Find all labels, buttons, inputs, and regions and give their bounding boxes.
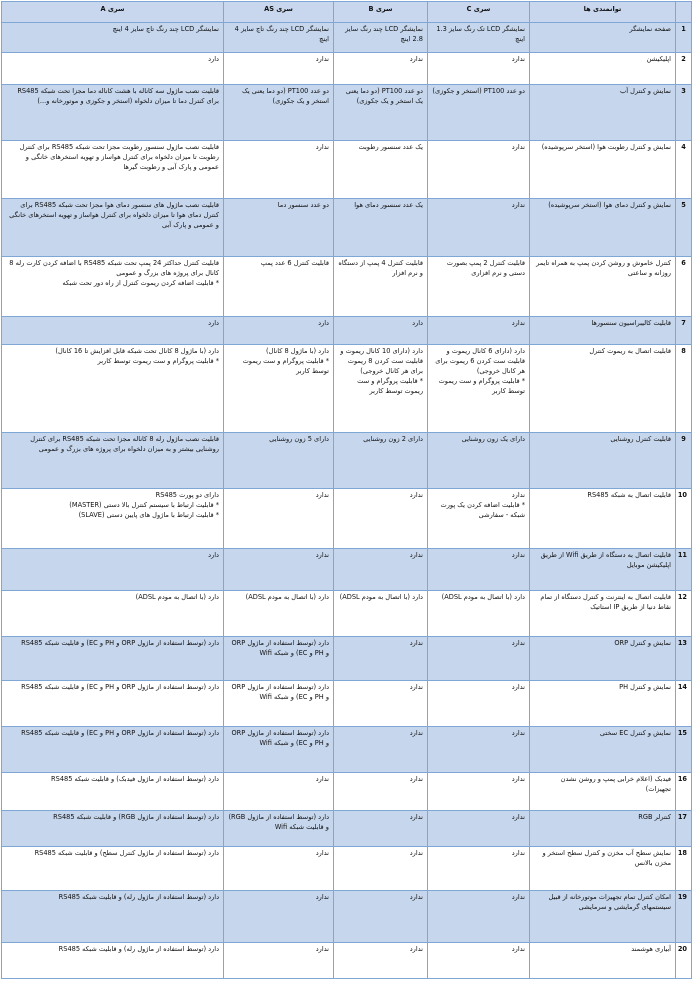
feature-cell: نمایش و کنترل ORP <box>530 637 676 681</box>
table-row <box>2 345 692 433</box>
feature-cell: قابلیت کنترل روشنایی <box>530 433 676 489</box>
table-row <box>2 317 692 345</box>
series-a-cell: دارد (توسط استفاده از ماژول کنترل سطح) و قابلیت شبکه RS485 <box>2 847 224 891</box>
series-b-cell: دو عدد PT100 (دو دما یعنی یک استخر و یک جکوزی) <box>334 85 428 141</box>
series-b-cell: دارای 2 زون روشنایی <box>334 433 428 489</box>
feature-cell: فیدبک (اعلام خرابی پمپ و روشن نشدن تجهیزات) <box>530 773 676 811</box>
table-row <box>2 53 692 85</box>
row-number: 9 <box>676 433 692 489</box>
series-a-cell: دارد (با ماژول 8 کانال تحت شبکه قابل افزایش تا 16 کانال) * قابلیت پروگرام و ست ریموت توسط کاربر <box>2 345 224 433</box>
series-as-cell: ندارد <box>224 943 334 979</box>
series-a-cell: دارد (توسط استفاده از ماژول ORP و PH و EC) و قابلیت شبکه RS485 <box>2 637 224 681</box>
feature-cell: کنترلر RGB <box>530 811 676 847</box>
feature-cell: امکان کنترل تمام تجهیزات موتورخانه از قبیل سیستمهای گرمایشی و سرمایشی <box>530 891 676 943</box>
series-c-cell: دارای یک زون روشنایی <box>428 433 530 489</box>
series-b-cell: دارد (دارای 10 کانال ریموت و قابلیت ست کردن 8 ریموت برای هر کانال خروجی) * قابلیت پروگرام و ست ریموت توسط کاربر <box>334 345 428 433</box>
row-number: 2 <box>676 53 692 85</box>
table-row <box>2 681 692 727</box>
row-number: 1 <box>676 23 692 53</box>
header-row <box>2 2 692 23</box>
series-a-cell: دارد (توسط استفاده از ماژول ORP و PH و EC) و قابلیت شبکه RS485 <box>2 727 224 773</box>
series-a-cell: قابلیت نصب ماژول رله 8 کاناله مجزا تحت شبکه RS485 برای کنترل روشنایی بیشتر و به میزان دلخواه برای پروژه های بزرگ و عمومی <box>2 433 224 489</box>
series-c-cell: ندارد <box>428 681 530 727</box>
table-row <box>2 591 692 637</box>
series-b-cell: قابلیت کنترل 4 پمپ از دستگاه و نرم افزار <box>334 257 428 317</box>
series-a-cell: دارد <box>2 549 224 591</box>
feature-cell: کنترل خاموش و روشن کردن پمپ به همراه تایمر روزانه و ساعتی <box>530 257 676 317</box>
series-c-cell: ندارد * قابلیت اضافه کردن یک پورت شبکه - سفارشی <box>428 489 530 549</box>
series-a-cell: قابلیت کنترل حداکثر 24 پمپ تحت شبکه RS485 با اضافه کردن کارت رله 8 کانال برای پروژه های بزرگ و عمومی * قابلیت اضافه کردن ریموت کنترل از راه دور تحت شبکه <box>2 257 224 317</box>
feature-cell: نمایش و کنترل دمای هوا (استخر سرپوشیده) <box>530 199 676 257</box>
table-row <box>2 85 692 141</box>
series-as-cell: ندارد <box>224 773 334 811</box>
series-c-cell: ندارد <box>428 141 530 199</box>
series-b-cell: ندارد <box>334 489 428 549</box>
row-number: 15 <box>676 727 692 773</box>
series-as-cell: قابلیت کنترل 6 عدد پمپ <box>224 257 334 317</box>
series-c-cell: ندارد <box>428 199 530 257</box>
series-as-cell: دارد (با ماژول 8 کانال) * قابلیت پروگرام و ست ریموت توسط کاربر <box>224 345 334 433</box>
series-c-cell: دارد (با اتصال به مودم ADSL) <box>428 591 530 637</box>
feature-cell: صفحه نمایشگر <box>530 23 676 53</box>
feature-cell: آبیاری هوشمند <box>530 943 676 979</box>
feature-cell: قابلیت اتصال به اینترنت و کنترل دستگاه از تمام نقاط دنیا از طریق IP استاتیک <box>530 591 676 637</box>
feature-cell: نمایش و کنترل PH <box>530 681 676 727</box>
row-number: 14 <box>676 681 692 727</box>
series-a-cell: دارد (توسط استفاده از ماژول رله) و قابلیت شبکه RS485 <box>2 891 224 943</box>
table-row <box>2 489 692 549</box>
series-c-cell: دو عدد PT100 (استخر و جکوزی) <box>428 85 530 141</box>
row-number: 19 <box>676 891 692 943</box>
feature-cell: اپلیکیشن <box>530 53 676 85</box>
table-row <box>2 257 692 317</box>
header-series-b: سری B <box>334 2 428 23</box>
series-c-cell: ندارد <box>428 53 530 85</box>
feature-comparison-table <box>1 1 692 979</box>
series-c-cell: ندارد <box>428 811 530 847</box>
series-b-cell: ندارد <box>334 53 428 85</box>
feature-cell: نمایش و کنترل آب <box>530 85 676 141</box>
table-row <box>2 199 692 257</box>
series-c-cell: ندارد <box>428 637 530 681</box>
series-as-cell: ندارد <box>224 549 334 591</box>
series-as-cell: دارد (توسط استفاده از ماژول ORP و PH و EC) و شبکه Wifi <box>224 637 334 681</box>
table-body <box>2 23 692 979</box>
header-feature: توانمندی ها <box>530 2 676 23</box>
feature-cell: قابلیت کالیبراسیون سنسورها <box>530 317 676 345</box>
series-c-cell: دارد (دارای 6 کانال ریموت و قابلیت ست کردن 6 ریموت برای هر کانال خروجی) * قابلیت پروگرام و ست ریموت توسط کاربر <box>428 345 530 433</box>
series-as-cell: ندارد <box>224 141 334 199</box>
series-a-cell: دارای دو پورت RS485 * قابلیت ارتباط با سیستم کنترل بالا دستی (MASTER) * قابلیت ارتباط با ماژول های پایین دستی (SLAVE) <box>2 489 224 549</box>
series-a-cell: دارد <box>2 317 224 345</box>
table-row <box>2 433 692 489</box>
header-num <box>676 2 692 23</box>
series-as-cell: دو عدد سنسور دما <box>224 199 334 257</box>
series-c-cell: ندارد <box>428 943 530 979</box>
feature-cell: نمایش سطح آب مخزن و کنترل سطح استخر و مخزن بالانس <box>530 847 676 891</box>
table-row <box>2 637 692 681</box>
series-a-cell: دارد (توسط استفاده از ماژول ORP و PH و EC) و قابلیت شبکه RS485 <box>2 681 224 727</box>
series-a-cell: دارد (با اتصال به مودم ADSL) <box>2 591 224 637</box>
table-row <box>2 549 692 591</box>
series-c-cell: نمایشگر LCD تک رنگ سایز 1.3 اینچ <box>428 23 530 53</box>
series-b-cell: ندارد <box>334 773 428 811</box>
row-number: 18 <box>676 847 692 891</box>
series-as-cell: دارد (توسط استفاده از ماژول ORP و PH و EC) و شبکه Wifi <box>224 681 334 727</box>
feature-cell: قابلیت اتصال به دستگاه از طریق Wifi از طریق اپلیکیشن موبایل <box>530 549 676 591</box>
header-series-a: سری A <box>2 2 224 23</box>
series-b-cell: دارد <box>334 317 428 345</box>
series-as-cell: نمایشگر LCD چند رنگ تاچ سایز 4 اینچ <box>224 23 334 53</box>
series-a-cell: نمایشگر LCD چند رنگ تاچ سایز 4 اینچ <box>2 23 224 53</box>
row-number: 16 <box>676 773 692 811</box>
series-c-cell: ندارد <box>428 891 530 943</box>
series-c-cell: ندارد <box>428 727 530 773</box>
series-b-cell: نمایشگر LCD چند رنگ سایز 2.8 اینچ <box>334 23 428 53</box>
row-number: 11 <box>676 549 692 591</box>
series-c-cell: ندارد <box>428 773 530 811</box>
series-as-cell: ندارد <box>224 891 334 943</box>
row-number: 12 <box>676 591 692 637</box>
series-b-cell: ندارد <box>334 549 428 591</box>
row-number: 8 <box>676 345 692 433</box>
series-b-cell: ندارد <box>334 811 428 847</box>
series-as-cell: دارد (با اتصال به مودم ADSL) <box>224 591 334 637</box>
series-c-cell: ندارد <box>428 549 530 591</box>
series-a-cell: دارد (توسط استفاده از ماژول رله) و قابلیت شبکه RS485 <box>2 943 224 979</box>
feature-cell: قابلیت اتصال به ریموت کنترل <box>530 345 676 433</box>
series-b-cell: ندارد <box>334 727 428 773</box>
series-b-cell: دارد (با اتصال به مودم ADSL) <box>334 591 428 637</box>
series-a-cell: قابلیت نصب ماژول سنسور رطوبت مجزا تحت شبکه RS485 برای کنترل رطوبت تا میزان دلخواه برای کنترل هواساز و تهویه استخرهای خانگی و عمومی و پارک آبی و رطوبت گیرها <box>2 141 224 199</box>
header-series-c: سری C <box>428 2 530 23</box>
table-row <box>2 141 692 199</box>
series-as-cell: دارد (توسط استفاده از ماژول RGB) و قابلیت شبکه Wifi <box>224 811 334 847</box>
table-row <box>2 773 692 811</box>
series-as-cell: ندارد <box>224 489 334 549</box>
series-b-cell: یک عدد سنسور رطوبت <box>334 141 428 199</box>
series-as-cell: دارد <box>224 317 334 345</box>
table-row <box>2 943 692 979</box>
series-as-cell: دارد (توسط استفاده از ماژول ORP و PH و EC) و شبکه Wifi <box>224 727 334 773</box>
series-b-cell: ندارد <box>334 681 428 727</box>
table-row <box>2 891 692 943</box>
series-a-cell: قابلیت نصب ماژول سه کاناله با هشت کاناله دما مجزا تحت شبکه RS485 برای کنترل دما تا میزان دلخواه (استخر و جکوزی و موتورخانه و...) <box>2 85 224 141</box>
series-b-cell: ندارد <box>334 891 428 943</box>
series-as-cell: ندارد <box>224 53 334 85</box>
row-number: 4 <box>676 141 692 199</box>
row-number: 17 <box>676 811 692 847</box>
series-a-cell: دارد (توسط استفاده از ماژول فیدبک) و قابلیت شبکه RS485 <box>2 773 224 811</box>
table-row <box>2 727 692 773</box>
feature-cell: قابلیت اتصال به شبکه RS485 <box>530 489 676 549</box>
row-number: 13 <box>676 637 692 681</box>
feature-cell: نمایش و کنترل EC سختی <box>530 727 676 773</box>
row-number: 6 <box>676 257 692 317</box>
table-row <box>2 847 692 891</box>
header-series-as: سری AS <box>224 2 334 23</box>
series-b-cell: ندارد <box>334 637 428 681</box>
row-number: 10 <box>676 489 692 549</box>
series-c-cell: قابلیت کنترل 2 پمپ بصورت دستی و نرم افزاری <box>428 257 530 317</box>
row-number: 20 <box>676 943 692 979</box>
series-as-cell: دارای 5 زون روشنایی <box>224 433 334 489</box>
series-c-cell: ندارد <box>428 317 530 345</box>
series-b-cell: ندارد <box>334 943 428 979</box>
series-as-cell: ندارد <box>224 847 334 891</box>
table-row <box>2 23 692 53</box>
series-b-cell: یک عدد سنسور دمای هوا <box>334 199 428 257</box>
series-a-cell: قابلیت نصب ماژول های سنسور دمای هوا مجزا تحت شبکه RS485 برای کنترل دمای هوا تا میزان دلخواه برای کنترل هواساز و تهویه استخرهای خانگی و عمومی و پارک آبی <box>2 199 224 257</box>
table-row <box>2 811 692 847</box>
feature-cell: نمایش و کنترل رطوبت هوا (استخر سرپوشیده) <box>530 141 676 199</box>
series-c-cell: ندارد <box>428 847 530 891</box>
row-number: 3 <box>676 85 692 141</box>
series-a-cell: دارد <box>2 53 224 85</box>
series-as-cell: دو عدد PT100 (دو دما یعنی یک استخر و یک جکوزی) <box>224 85 334 141</box>
series-a-cell: دارد (توسط استفاده از ماژول RGB) و قابلیت شبکه RS485 <box>2 811 224 847</box>
row-number: 7 <box>676 317 692 345</box>
series-b-cell: ندارد <box>334 847 428 891</box>
row-number: 5 <box>676 199 692 257</box>
